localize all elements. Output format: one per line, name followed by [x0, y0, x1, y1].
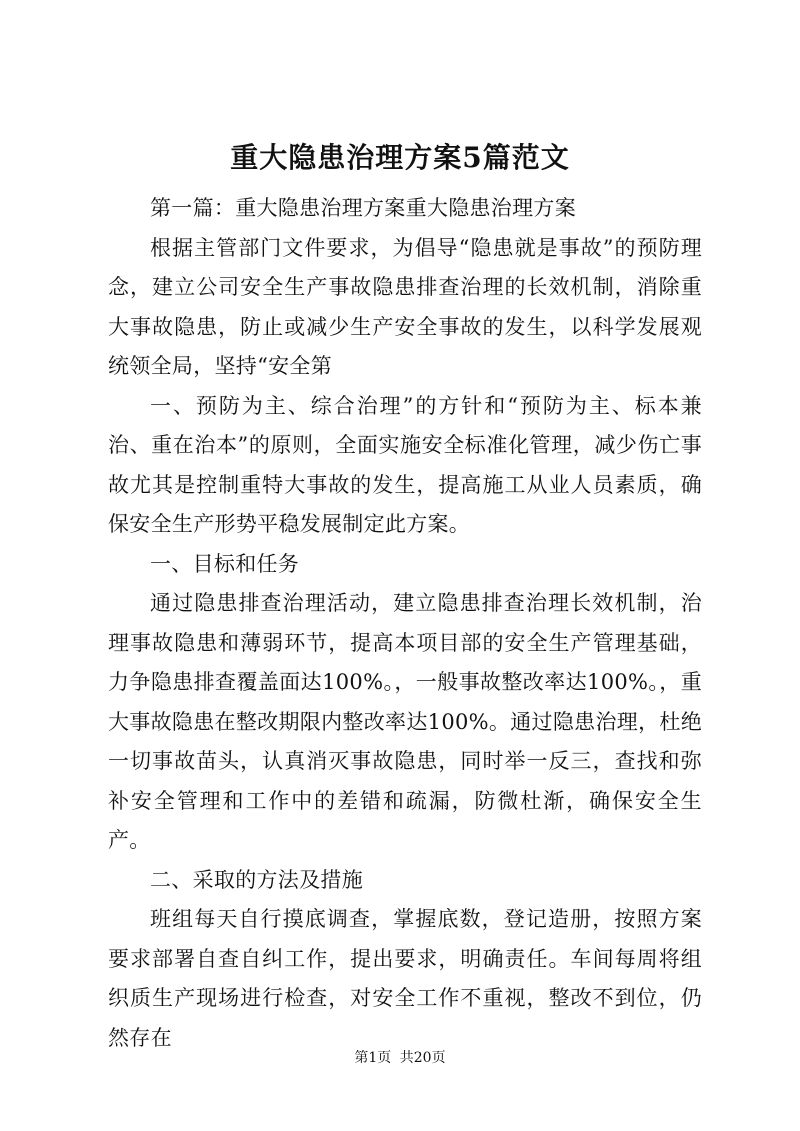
section-heading-first: 第一篇：重大隐患治理方案重大隐患治理方案 — [150, 196, 576, 220]
page-total: 共20页 — [399, 1050, 446, 1066]
paragraph: 班组每天自行摸底调查，掌握底数，登记造册，按照方案要求部署自查自纠工作，提出要求，明确责任。车间每周将组织质生产现场进行检查，对安全工作不重视，整改不到位，仍然存在 — [108, 907, 702, 1050]
paragraph: 通过隐患排查治理活动，建立隐患排查治理长效机制，治理事故隐患和薄弱环节，提高本项目部的安全生产管理基础，力争隐患排查覆盖面达100%。，一般事故整改率达100%。，重大事故隐患在整改期限内整改率达100%。通过隐患治理，杜绝一切事故苗头，认真消灭事故隐患，同时举一反三，查找和弥补安全管理和工作中的差错和疏漏，防微杜渐，确保安全生产。 — [108, 591, 702, 852]
page-footer — [0, 1048, 800, 1068]
document-title: 重大隐患治理方案5篇范文 — [230, 141, 570, 174]
section-heading: 二、采取的方法及措施 — [150, 867, 363, 892]
paragraph: 一、预防为主、综合治理”的方针和“预防为主、标本兼治、重在治本”的原则，全面实施安全标准化管理，减少伤亡事故尤其是控制重特大事故的发生，提高施工从业人员素质，确保安全生产形势平稳发展制定此方案。 — [108, 393, 702, 536]
page-number: 第1页 — [354, 1050, 392, 1066]
document-body — [108, 189, 702, 1058]
section-heading: 一、目标和任务 — [150, 551, 300, 576]
paragraph: 根据主管部门文件要求，为倡导“隐患就是事故”的预防理念，建立公司安全生产事故隐患排查治理的长效机制，消除重大事故隐患，防止或减少生产安全事故的发生，以科学发展观统领全局，坚持“安全第 — [108, 235, 702, 378]
